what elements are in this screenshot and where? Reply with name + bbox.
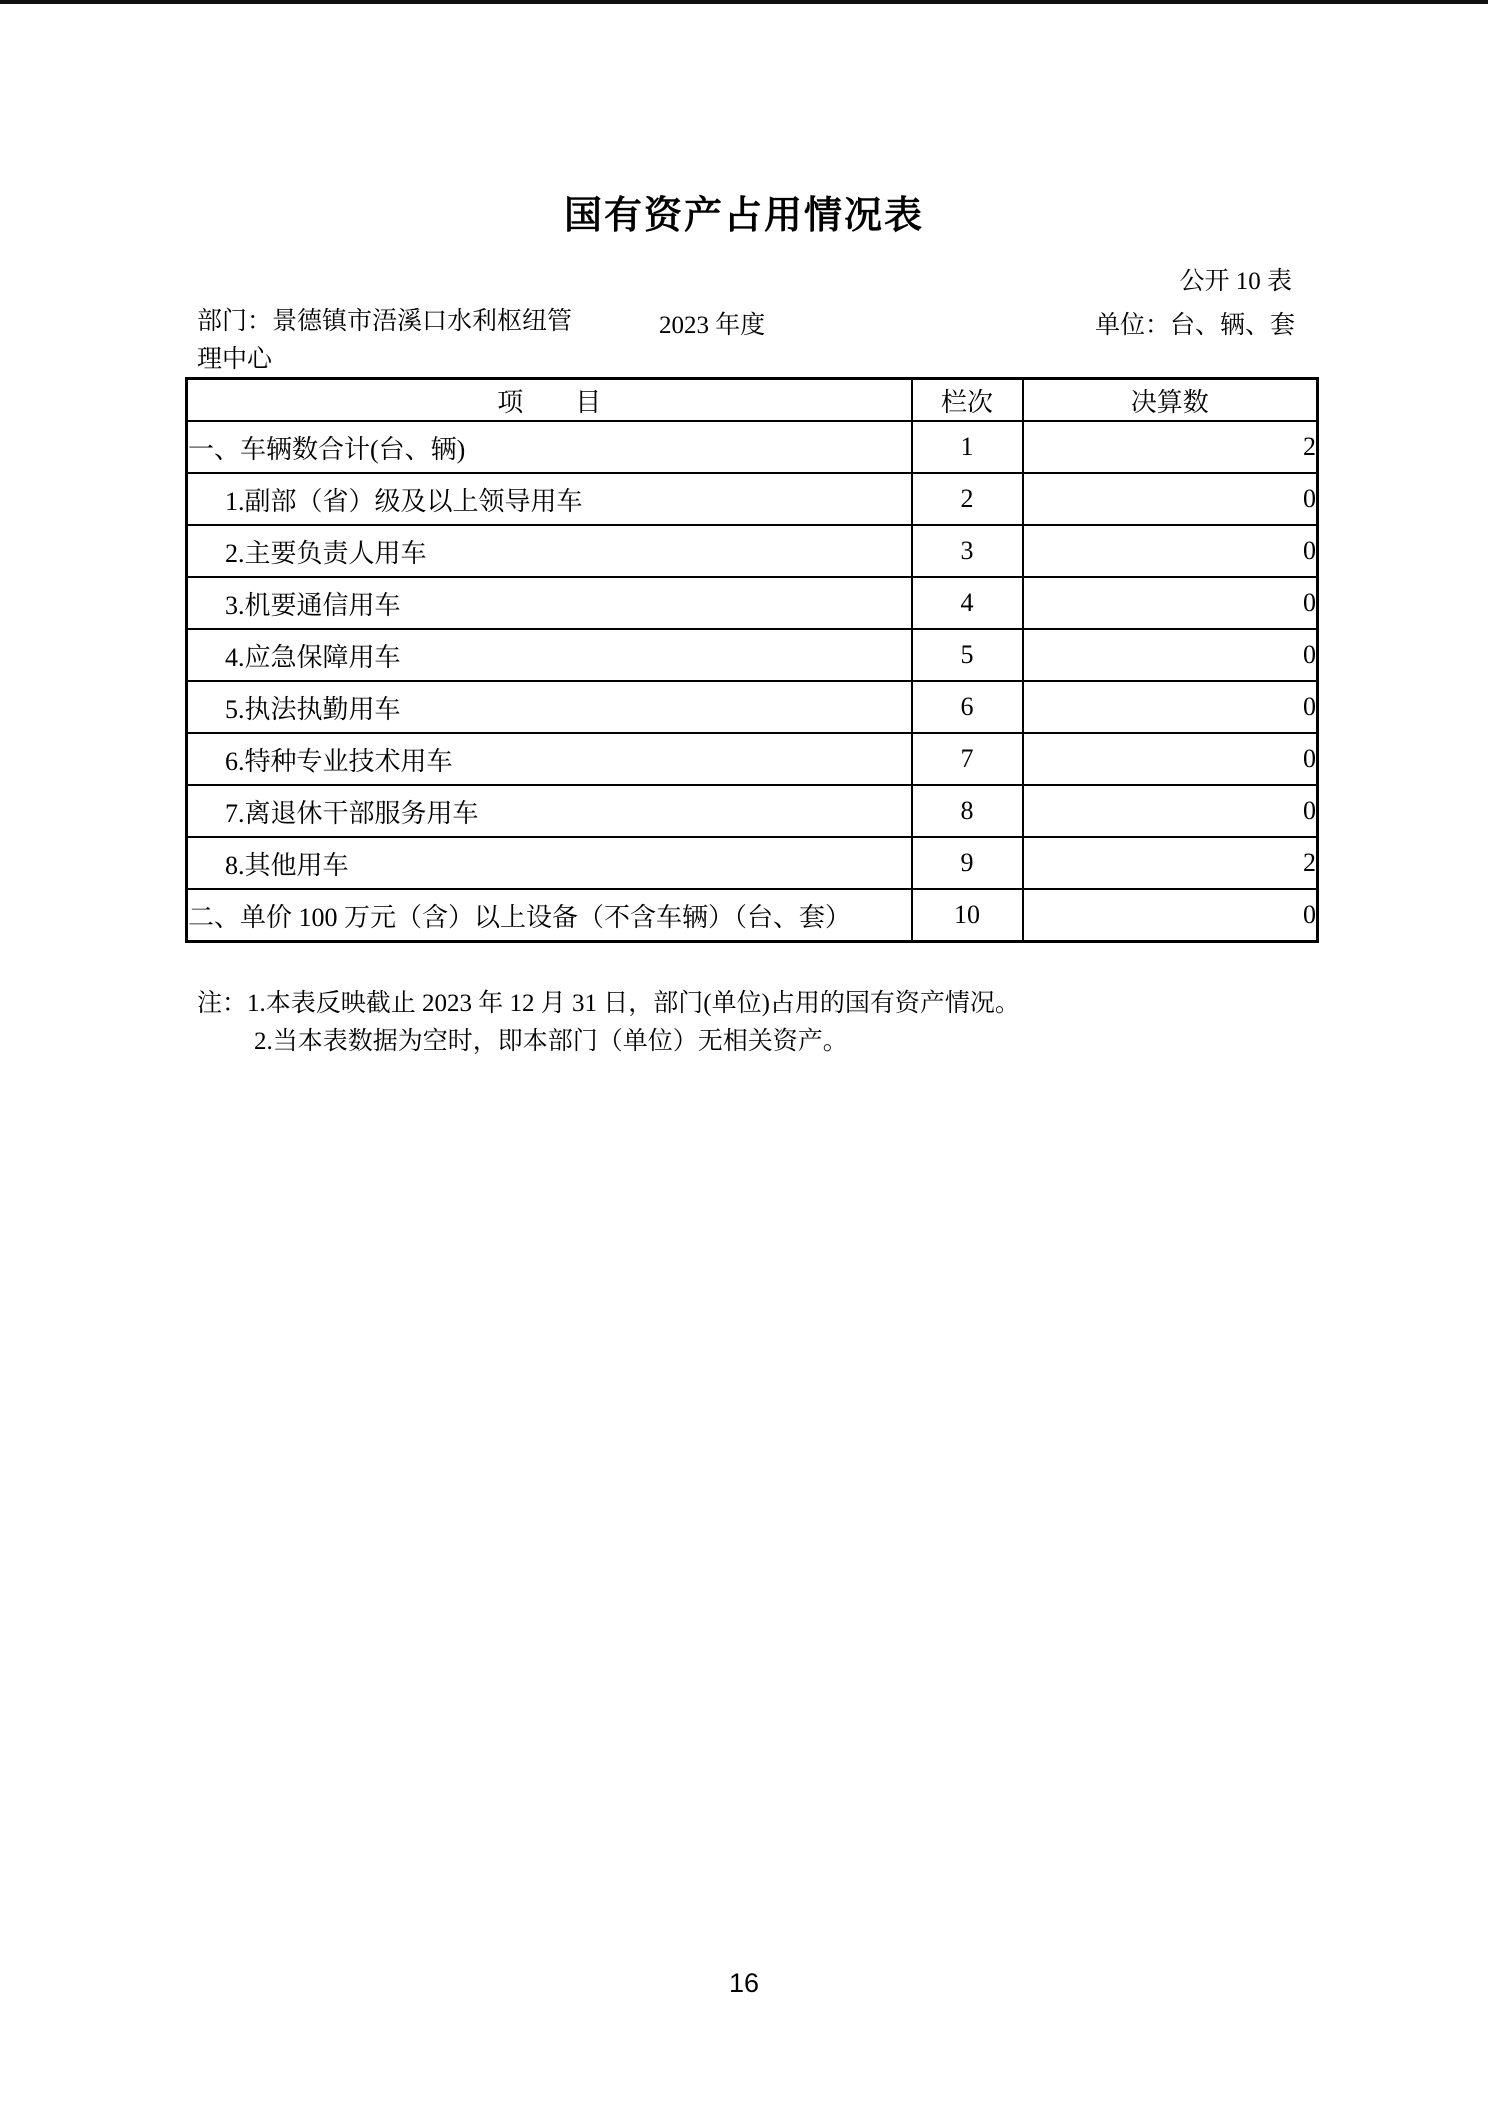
value-cell: 0 (1023, 785, 1318, 837)
page-number: 16 (728, 1968, 760, 1998)
header-final-value: 决算数 (1023, 379, 1318, 422)
department-field: 部门：景德镇市浯溪口水利枢纽管理中心 (197, 308, 573, 373)
table-row (187, 733, 1318, 785)
column-index-cell: 3 (912, 525, 1023, 577)
item-cell: 1.副部（省）级及以上领导用车 (187, 473, 912, 525)
item-cell: 4.应急保障用车 (187, 629, 912, 681)
value-cell: 0 (1023, 681, 1318, 733)
value-cell: 2 (1023, 837, 1318, 889)
header-item: 项 目 (187, 379, 912, 422)
table-row (187, 837, 1318, 889)
item-cell: 2.主要负责人用车 (187, 525, 912, 577)
column-index-cell: 10 (912, 889, 1023, 942)
table-row (187, 577, 1318, 629)
unit-field: 单位：台、辆、套 (1095, 312, 1296, 339)
page-title: 国有资产占用情况表 (563, 195, 924, 237)
value-cell: 0 (1023, 577, 1318, 629)
value-cell: 2 (1023, 421, 1318, 473)
table-row (187, 473, 1318, 525)
column-index-cell: 5 (912, 629, 1023, 681)
footnote-line-1: 注：1.本表反映截止 2023 年 12 月 31 日，部门(单位)占用的国有资产情况。 (197, 990, 1020, 1017)
item-cell: 5.执法执勤用车 (187, 681, 912, 733)
table-row (187, 785, 1318, 837)
asset-occupation-table (185, 377, 1319, 943)
footnote-line-2: 2.当本表数据为空时，即本部门（单位）无相关资产。 (254, 1028, 848, 1055)
item-cell: 6.特种专业技术用车 (187, 733, 912, 785)
value-cell: 0 (1023, 889, 1318, 942)
column-index-cell: 1 (912, 421, 1023, 473)
table-row (187, 681, 1318, 733)
item-cell: 一、车辆数合计(台、辆) (187, 421, 912, 473)
column-index-cell: 7 (912, 733, 1023, 785)
table-header-row (187, 379, 1318, 422)
table-row (187, 525, 1318, 577)
table-row (187, 629, 1318, 681)
header-column-index: 栏次 (912, 379, 1023, 422)
table-row (187, 889, 1318, 942)
item-cell: 二、单价 100 万元（含）以上设备（不含车辆）（台、套） (187, 889, 912, 942)
item-cell: 7.离退休干部服务用车 (187, 785, 912, 837)
value-cell: 0 (1023, 525, 1318, 577)
public-table-number: 公开 10 表 (1179, 268, 1292, 295)
scan-edge-artifact (0, 0, 1488, 4)
column-index-cell: 4 (912, 577, 1023, 629)
value-cell: 0 (1023, 473, 1318, 525)
column-index-cell: 8 (912, 785, 1023, 837)
item-cell: 3.机要通信用车 (187, 577, 912, 629)
column-index-cell: 6 (912, 681, 1023, 733)
table-row (187, 421, 1318, 473)
value-cell: 0 (1023, 733, 1318, 785)
fiscal-year: 2023 年度 (659, 312, 766, 339)
column-index-cell: 2 (912, 473, 1023, 525)
column-index-cell: 9 (912, 837, 1023, 889)
value-cell: 0 (1023, 629, 1318, 681)
item-cell: 8.其他用车 (187, 837, 912, 889)
